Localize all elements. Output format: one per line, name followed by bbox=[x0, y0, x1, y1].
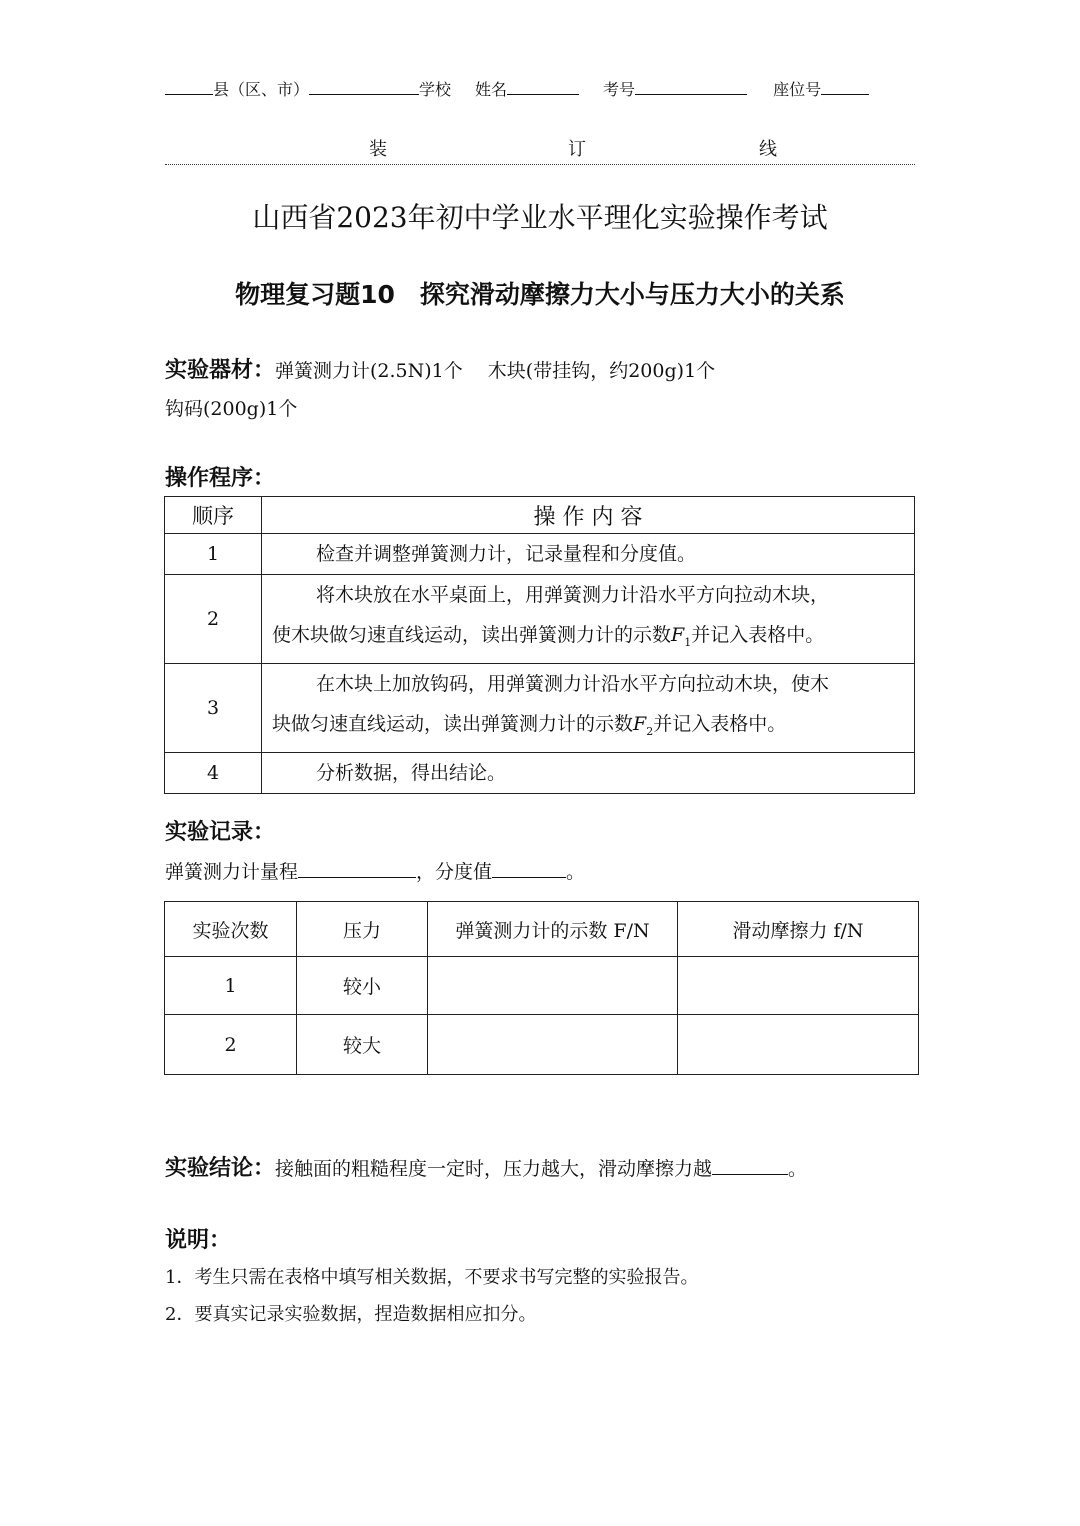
record-table bbox=[164, 901, 919, 1075]
reading-cell[interactable] bbox=[428, 957, 678, 1015]
school-label: 学校 bbox=[419, 80, 452, 99]
procedure-row bbox=[165, 752, 915, 793]
question-subtitle: 物理复习题10 探究滑动摩擦力大小与压力大小的关系 bbox=[235, 280, 845, 309]
binding-char-2: 订 bbox=[568, 139, 586, 160]
conclusion-label: 实验结论： bbox=[165, 1156, 276, 1181]
exam-no-blank[interactable] bbox=[635, 76, 747, 95]
binding-char-3: 线 bbox=[759, 139, 777, 160]
record-label: 实验记录： bbox=[165, 820, 276, 845]
step-text bbox=[262, 752, 915, 793]
step-4-text: 分析数据，得出结论。 bbox=[316, 761, 507, 784]
range-period: 。 bbox=[566, 861, 586, 883]
col-order-header: 顺序 bbox=[165, 497, 262, 534]
name-blank[interactable] bbox=[507, 76, 579, 95]
range-blank[interactable] bbox=[298, 855, 416, 878]
col-content-header: 操 作 内 容 bbox=[262, 497, 915, 534]
step-2-var: F bbox=[671, 624, 685, 646]
step-3-text-a: 在木块上加放钩码，用弹簧测力计沿水平方向拉动木块，使木 bbox=[316, 672, 830, 695]
county-blank[interactable] bbox=[165, 76, 213, 95]
table-row bbox=[165, 957, 919, 1015]
step-3-sub: 2 bbox=[646, 724, 654, 738]
table-row bbox=[165, 1015, 919, 1075]
friction-cell[interactable] bbox=[678, 1015, 919, 1075]
col-friction-header: 滑动摩擦力 f/N bbox=[678, 902, 919, 957]
step-number: 3 bbox=[165, 663, 262, 752]
conclusion-blank[interactable] bbox=[712, 1152, 788, 1175]
exam-title: 山西省2023年初中学业水平理化实验操作考试 bbox=[252, 201, 828, 234]
step-number: 1 bbox=[165, 534, 262, 575]
binding-char-1: 装 bbox=[369, 139, 387, 160]
name-label: 姓名 bbox=[475, 80, 508, 99]
range-label: 弹簧测力计量程 bbox=[165, 861, 299, 883]
step-2-sub: 1 bbox=[684, 635, 692, 649]
pressure-value: 较大 bbox=[297, 1015, 428, 1075]
binding-line bbox=[165, 138, 915, 165]
procedure-label: 操作程序： bbox=[165, 466, 276, 491]
step-number: 2 bbox=[165, 575, 262, 664]
step-3-text-b: 块做匀速直线运动，读出弹簧测力计的示数 bbox=[272, 712, 634, 735]
col-pressure-header: 压力 bbox=[297, 902, 428, 957]
col-reading-header: 弹簧测力计的示数 F/N bbox=[428, 902, 678, 957]
materials-section bbox=[165, 356, 925, 386]
record-header-row bbox=[165, 902, 919, 957]
step-3-var: F bbox=[633, 712, 647, 735]
school-blank[interactable] bbox=[309, 76, 419, 95]
note-item-1: 1．考生只需在表格中填写相关数据，不要求书写完整的实验报告。 bbox=[165, 1267, 699, 1288]
step-number: 4 bbox=[165, 752, 262, 793]
procedure-row bbox=[165, 575, 915, 664]
procedure-row bbox=[165, 663, 915, 752]
conclusion-section bbox=[165, 1152, 807, 1184]
county-label: 县（区、市） bbox=[213, 80, 310, 99]
range-line bbox=[165, 855, 585, 887]
trial-number: 2 bbox=[165, 1015, 297, 1075]
col-trial-header: 实验次数 bbox=[165, 902, 297, 957]
materials-line-1: 弹簧测力计(2.5N)1个 木块(带挂钩，约200g)1个 bbox=[275, 360, 716, 382]
trial-number: 1 bbox=[165, 957, 297, 1015]
step-2-text-c: 并记入表格中。 bbox=[691, 624, 825, 646]
step-3-text-c: 并记入表格中。 bbox=[653, 712, 787, 735]
conclusion-text: 接触面的粗糙程度一定时，压力越大，滑动摩擦力越 bbox=[275, 1158, 713, 1180]
note-item-2: 2．要真实记录实验数据，捏造数据相应扣分。 bbox=[165, 1304, 537, 1325]
step-text bbox=[262, 575, 915, 664]
seat-no-label: 座位号 bbox=[773, 80, 822, 99]
step-text bbox=[262, 534, 915, 575]
materials-line-2: 钩码(200g)1个 bbox=[165, 398, 298, 420]
pressure-value: 较小 bbox=[297, 957, 428, 1015]
materials-label: 实验器材： bbox=[165, 358, 276, 383]
conclusion-period: 。 bbox=[788, 1158, 808, 1180]
step-2-text-b: 使木块做匀速直线运动，读出弹簧测力计的示数 bbox=[272, 624, 672, 646]
notes-label: 说明： bbox=[165, 1228, 232, 1253]
procedure-header-row bbox=[165, 497, 915, 534]
exam-no-label: 考号 bbox=[603, 80, 636, 99]
division-label: ，分度值 bbox=[416, 861, 493, 883]
friction-cell[interactable] bbox=[678, 957, 919, 1015]
seat-no-blank[interactable] bbox=[821, 76, 869, 95]
reading-cell[interactable] bbox=[428, 1015, 678, 1075]
procedure-table bbox=[164, 496, 915, 794]
step-text bbox=[262, 663, 915, 752]
student-info-row bbox=[165, 76, 915, 102]
step-2-text-a: 将木块放在水平桌面上，用弹簧测力计沿水平方向拉动木块， bbox=[316, 584, 830, 606]
division-blank[interactable] bbox=[492, 855, 566, 878]
step-1-text: 检查并调整弹簧测力计，记录量程和分度值。 bbox=[316, 543, 697, 565]
procedure-row bbox=[165, 534, 915, 575]
